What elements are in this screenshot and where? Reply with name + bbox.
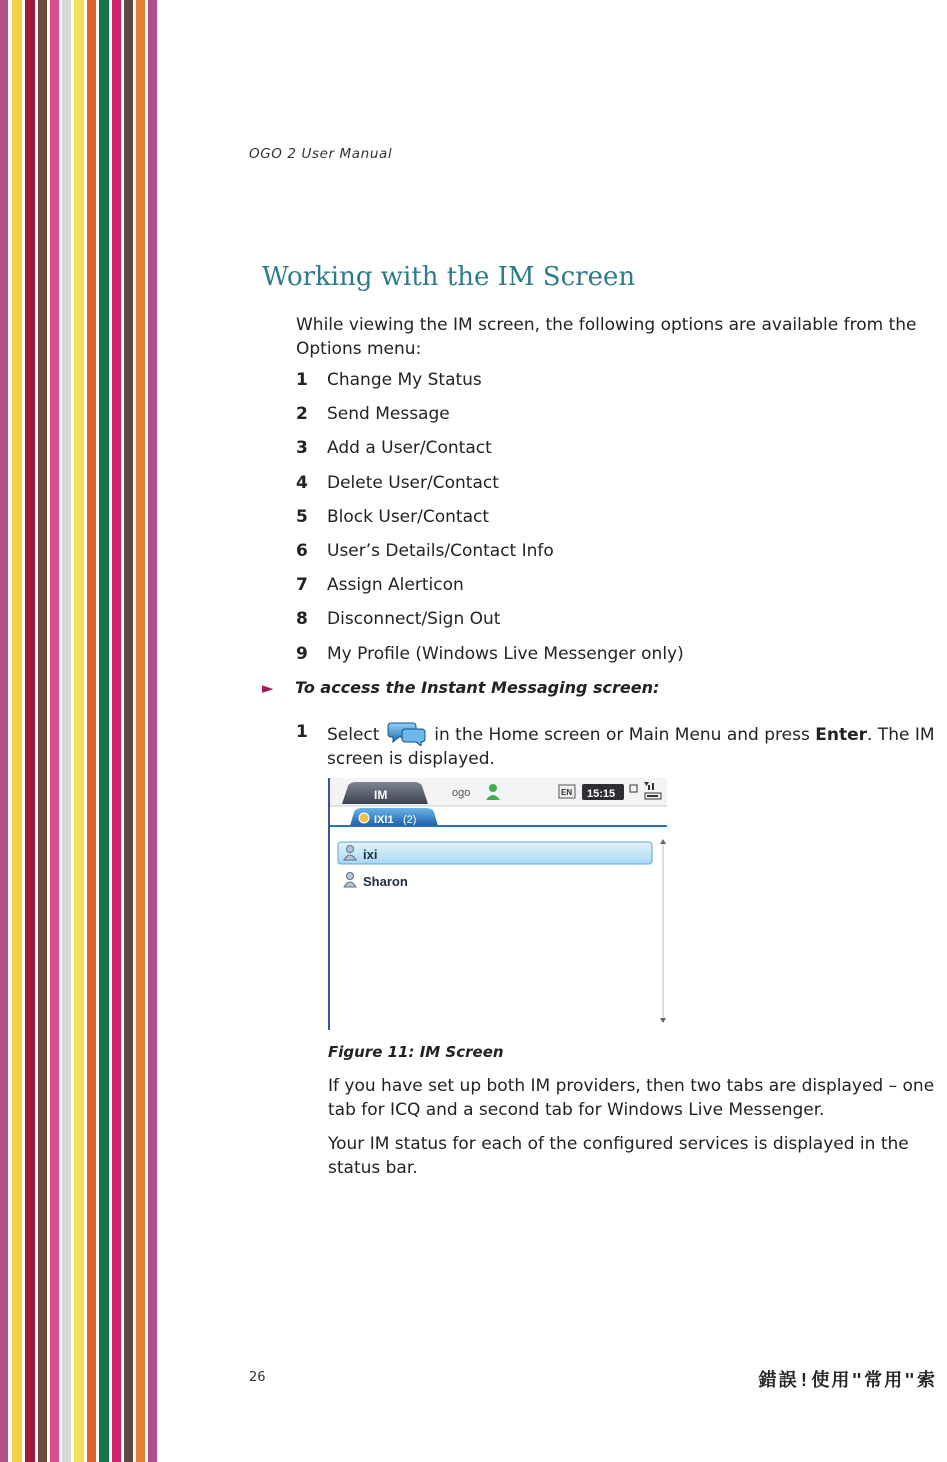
color-stripe bbox=[12, 0, 22, 1462]
svg-text:ixi: ixi bbox=[363, 847, 378, 862]
list-item: 5 Block User/Contact bbox=[296, 506, 489, 527]
color-stripe bbox=[50, 0, 59, 1462]
color-stripe bbox=[99, 0, 109, 1462]
list-item: 9 My Profile (Windows Live Messenger only) bbox=[296, 643, 684, 664]
paragraph-tabs: If you have set up both IM providers, then two tabs are displayed – one tab for ICQ and a second tab for Windows Live Messenger. bbox=[328, 1076, 935, 1120]
msn-icon bbox=[359, 813, 369, 823]
im-app-icon bbox=[387, 720, 427, 746]
list-item: 2 Send Message bbox=[296, 404, 450, 425]
arrow-right-icon: ► bbox=[262, 678, 274, 697]
manual-header: OGO 2 User Manual bbox=[249, 146, 393, 162]
list-item: 7 Assign Alerticon bbox=[296, 575, 464, 596]
svg-text:15:15: 15:15 bbox=[587, 788, 616, 800]
im-screenshot bbox=[328, 778, 667, 1030]
color-stripe bbox=[87, 0, 96, 1462]
color-stripe bbox=[62, 0, 71, 1462]
im-screen-render bbox=[330, 778, 667, 1030]
svg-text:IXI1: IXI1 bbox=[374, 814, 394, 826]
color-stripe bbox=[112, 0, 121, 1462]
options-list bbox=[296, 370, 684, 678]
paragraph-status: Your IM status for each of the configured services is displayed in the status bar. bbox=[328, 1134, 909, 1178]
footer-text: 錯誤!使用"常用"索 bbox=[758, 1370, 937, 1391]
intro-paragraph: While viewing the IM screen, the following options are available from the Options menu: bbox=[296, 315, 917, 359]
svg-text:(2): (2) bbox=[403, 814, 417, 826]
step-text: Select in the Home screen or Main Menu and press Enter. The IM screen is displayed. bbox=[327, 720, 943, 771]
color-stripe bbox=[38, 0, 47, 1462]
color-stripe bbox=[136, 0, 145, 1462]
color-stripe bbox=[157, 0, 195, 1462]
color-stripe bbox=[74, 0, 84, 1462]
svg-text:IM: IM bbox=[374, 788, 388, 802]
list-item: 3 Add a User/Contact bbox=[296, 438, 492, 459]
color-stripe bbox=[148, 0, 157, 1462]
svg-text:ogo: ogo bbox=[452, 787, 471, 799]
contact-row-selected[interactable] bbox=[338, 842, 652, 864]
list-item: 4 Delete User/Contact bbox=[296, 472, 499, 493]
list-item: 8 Disconnect/Sign Out bbox=[296, 609, 501, 630]
color-stripe bbox=[0, 0, 8, 1462]
svg-text:EN: EN bbox=[561, 788, 573, 797]
procedure-step: 1 Select in the Home screen or Main Menu and press Enter. The IM screen is displayed. bbox=[296, 720, 943, 771]
list-item: 6 User’s Details/Contact Info bbox=[296, 540, 554, 561]
section-title: Working with the IM Screen bbox=[262, 262, 636, 292]
decorative-stripes bbox=[0, 0, 200, 1462]
procedure-heading: ► To access the Instant Messaging screen: bbox=[262, 678, 660, 697]
list-item: 1 Change My Status bbox=[296, 370, 482, 390]
color-stripe bbox=[25, 0, 35, 1462]
page-number: 26 bbox=[249, 1370, 266, 1385]
color-stripe bbox=[124, 0, 133, 1462]
enter-key: Enter bbox=[815, 725, 867, 745]
figure-caption: Figure 11: IM Screen bbox=[328, 1043, 504, 1061]
contact-row[interactable]: Sharon bbox=[363, 874, 408, 889]
